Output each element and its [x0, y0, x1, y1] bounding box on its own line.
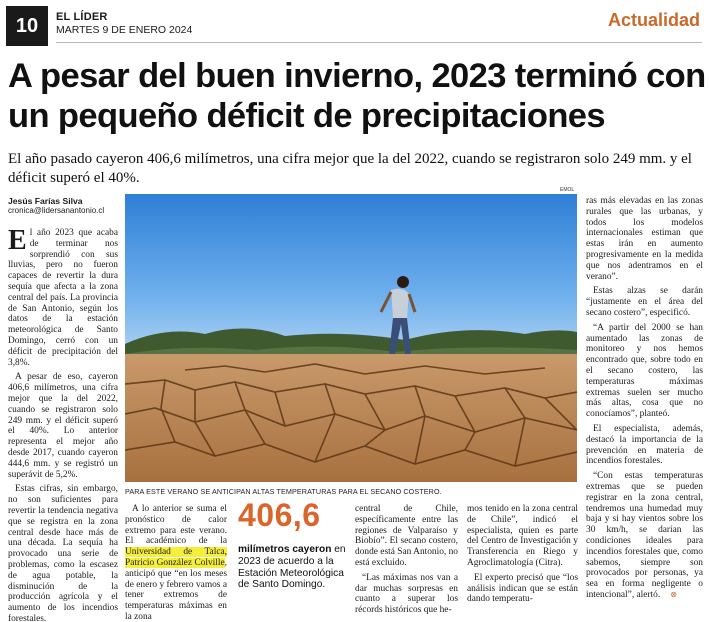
paragraph: Estas alzas se darán “justamente en el área del secano costero”, especificó.: [586, 286, 703, 318]
article-column-6: [586, 196, 703, 605]
photo-caption: PARA ESTE VERANO SE ANTICIPAN ALTAS TEMPERATURAS PARA EL SECANO COSTERO.: [125, 487, 442, 496]
author-name: Jesús Farías Silva: [8, 196, 83, 206]
paragraph-text: A lo anterior se suma el pronóstico de calor extremo para este verano. El académico de la: [125, 504, 227, 547]
paragraph: Estas cifras, sin embargo, no son suficientes para revertir la tendencia negativa que se registra en la zona central desde hace más de una década. La sequía ha provocado una serie de problemas, como la escasez de agua potable, la disminución de la producción agrícola y el aumento de los incendios forestales.: [8, 484, 118, 622]
photo-credit: EMOL: [560, 187, 575, 193]
end-of-article-icon: ⊗: [670, 589, 677, 599]
paragraph-text: , anticipó que “en los meses de enero y febrero vamos a tener extremos de temperaturas máximas en la zona: [125, 557, 227, 622]
highlight-rest: en 2023 de acuerdo a la Estación Meteorológica de Santo Domingo.: [238, 544, 346, 591]
section-label: Actualidad: [607, 10, 700, 30]
paragraph: mos tenido en la zona central de Chile”, indicó el especialista, quien es parte del Centro de Investigación y Transferencia en Riego y Agroclimatología (Citra).: [467, 504, 578, 568]
paragraph: [586, 471, 703, 601]
publication-name: EL LÍDER: [56, 11, 108, 23]
paragraph: [8, 225, 118, 368]
highlight-bold: milímetros cayeron: [238, 544, 332, 555]
byline: [8, 196, 118, 215]
drought-landscape-image: [125, 194, 577, 482]
highlighted-text: Universidad de Talca, Patricio González Colville: [125, 547, 227, 568]
highlight-number: 406,6: [238, 497, 321, 533]
article-column-1: [8, 225, 118, 622]
publication-date: MARTES 9 DE ENERO 2024: [56, 24, 193, 36]
publication-info: [56, 11, 192, 36]
paragraph: “Las máximas nos van a dar muchas sorpresas en cuanto a superar los récords históricos que he-: [355, 572, 458, 616]
article-headline: A pesar del buen invierno, 2023 terminó con un pequeño déficit de precipitaciones: [8, 57, 706, 135]
paragraph: El experto precisó que “los análisis indican que se están dando temperatu-: [467, 572, 578, 605]
article-subhead: El año pasado cayeron 406,6 milímetros, una cifra mejor que la del 2022, cuando se registraron solo 249 mm. y el déficit superó el 40%.: [8, 151, 692, 186]
paragraph: A pesar de eso, cayeron 406,6 milímetros, una cifra mejor que la del 2022, cuando se registraron solo 249 mm. y el déficit superó el 40%. Lo anterior representa el mejor año desde 2017, cuando cayeron 444,6 mm. y se registró un superávit de 5,2%.: [8, 372, 118, 480]
article-column-4: [355, 504, 458, 620]
paragraph-text: l año 2023 que acaba de terminar nos sorprendió con sus lluvias, pero no fueron capaces de revertir la dura sequía que afecta a la zona central del país. La provincia de San Antonio, según los datos de la estación meteorológica de Santo Domingo, cerró con un déficit de precipitación del 3,8%.: [8, 228, 118, 368]
paragraph: ras más elevadas en las zonas rurales que las urbanas, y todos los modelos internacionales estiman que estas irán en aumento progresivamente en la medida que nos adentramos en el verano”.: [586, 196, 703, 282]
paragraph: El especialista, además, destacó la importancia de la prevención en materia de incendios forestales.: [586, 423, 703, 467]
paragraph: [125, 504, 227, 622]
page-number: 10: [6, 6, 48, 46]
header-divider: [56, 42, 702, 43]
article-photo: [125, 194, 577, 482]
paragraph: “A partir del 2000 se han aumentado las zonas de monitoreo y nos hemos encontrado que, sobre todo en el secano costero, las temperaturas máximas extremas suelen ser mucho más altas, cosa que no conocíamos”, planteó.: [586, 322, 703, 420]
author-email: cronica@lidersanantonio.cl: [8, 206, 105, 215]
paragraph-text: “Con estas temperaturas extremas que se pueden registrar en la zona central, tendremos una humedad muy baja y si hay vientos sobre los 30 km/h, se darían las condiciones ideales para incendios forestales que, como sabemos, siempre son provocados por personas, ya sea en forma negligente o intencional”, alertó.: [586, 471, 703, 600]
article-column-5: [467, 504, 578, 609]
paragraph: central de Chile, específicamente entre las regiones de Valparaíso y Biobío”. El secano costero, donde está San Antonio, no está excluido.: [355, 504, 458, 568]
article-column-2: [125, 504, 227, 622]
drop-cap: E: [8, 225, 27, 256]
highlight-text: [238, 544, 346, 591]
